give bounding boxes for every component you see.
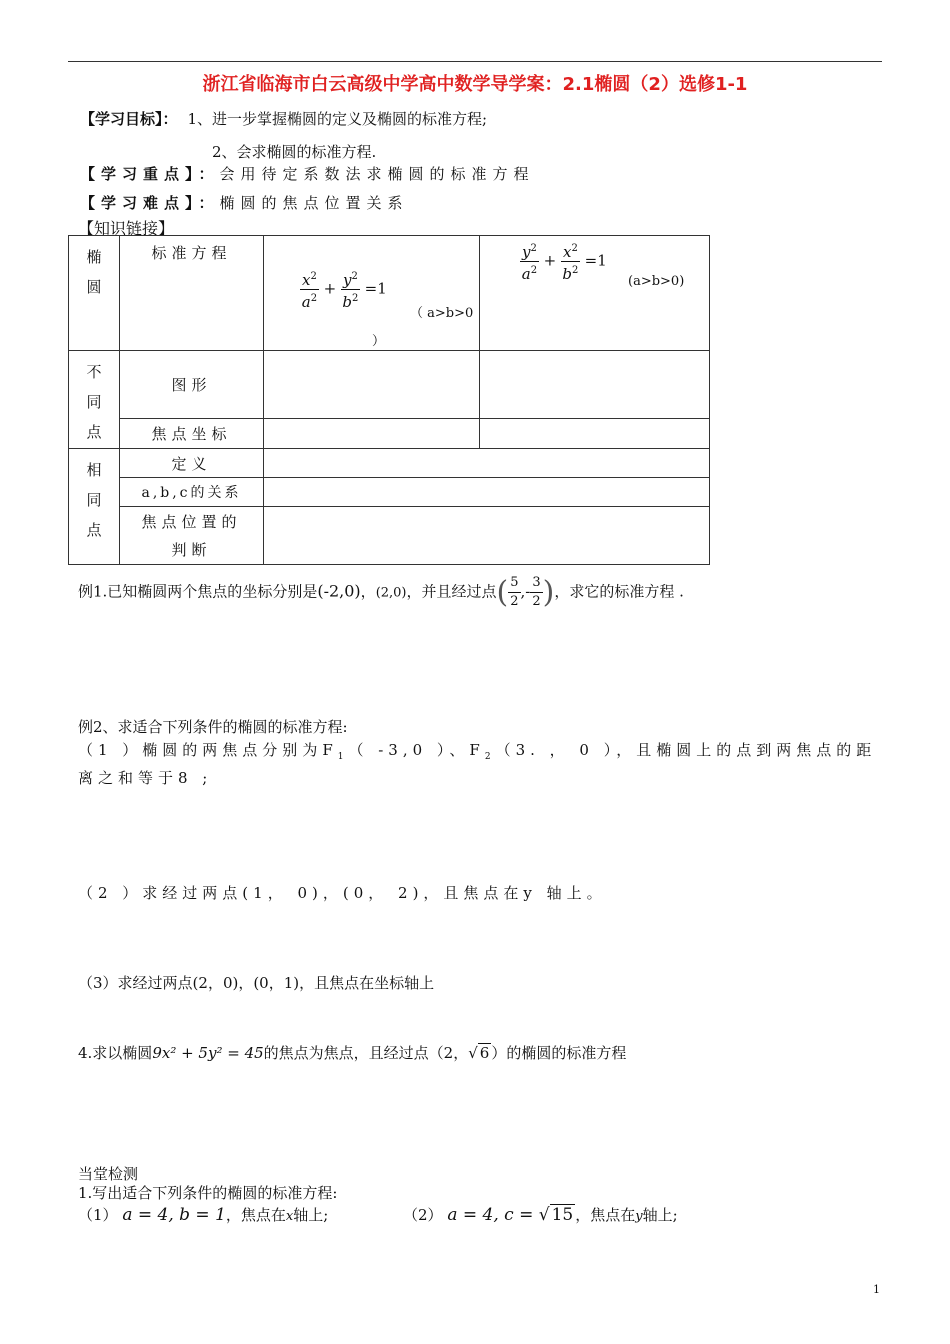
table-focus-cell-2 <box>480 419 710 449</box>
table-diff-label <box>69 351 120 449</box>
table-focus-cell-1 <box>264 419 480 449</box>
example-2-q1-line2: 离之和等于8 ; <box>78 769 213 787</box>
check-b-equation: a = 4, c = <box>447 1205 539 1225</box>
ex1-frac-1: $\frac{5}{2}$ <box>510 575 519 609</box>
table-eq2-cell <box>480 236 710 351</box>
example-4 <box>78 1042 626 1063</box>
table-def-label: 定义 <box>120 449 264 478</box>
table-same-label <box>69 449 120 565</box>
example-2-q3: （3）求经过两点(2，0)，(0，1)，且焦点在坐标轴上 <box>78 974 435 992</box>
table-abc-cell <box>264 478 710 507</box>
ex4-equation: 9x² + 5y² = 45 <box>152 1044 264 1062</box>
table-judge-label-line2: 判断 <box>171 540 212 559</box>
eq2-condition: (a>b>0) <box>628 274 685 289</box>
key-point-block <box>80 163 535 184</box>
goal-item-1: 1、进一步掌握椭圆的定义及椭圆的标准方程; <box>187 110 488 128</box>
eq2-rhs: =1 <box>584 251 607 270</box>
goal-item-2: 2、会求椭圆的标准方程. <box>212 143 377 161</box>
knowledge-table <box>68 235 710 565</box>
ex4-mid: 的焦点为焦点，且经过点（2， <box>263 1044 469 1062</box>
ex1-point-2: (2,0) <box>375 585 407 601</box>
table-judge-label-line1: 焦点位置的 <box>141 512 242 531</box>
difficulty-label: 【学习难点】： <box>80 194 220 212</box>
check-heading: 当堂检测 <box>78 1165 139 1183</box>
goals-block <box>80 108 487 129</box>
table-shape-label: 图形 <box>120 351 264 419</box>
key-point-text: 会用待定系数法求椭圆的标准方程 <box>219 165 535 183</box>
example-2-q2: （2 ）求经过两点(1， 0)，(0， 2)，且焦点在y 轴上。 <box>78 884 607 902</box>
eq1-condition: （ a>b>0 <box>410 306 474 321</box>
header-rule <box>68 61 882 62</box>
ex4-post: ）的椭圆的标准方程 <box>491 1044 627 1062</box>
ex1-comma: ,- <box>520 582 531 601</box>
ex1-pre: 例1.已知椭圆两个焦点的坐标分别是 <box>78 582 318 601</box>
table-shape-cell-2 <box>480 351 710 419</box>
check-q1-a: （1） a = 4, b = 1，焦点在x轴上; <box>78 1205 329 1225</box>
table-std-eq-header: 标准方程 <box>120 236 264 351</box>
check-q1-b: （2） a = 4, c = √ 15 ，焦点在y轴上; <box>403 1205 678 1225</box>
check-q1: 1.写出适合下列条件的椭圆的标准方程: <box>78 1184 338 1202</box>
knowledge-link-heading: 【知识链接】 <box>78 219 175 238</box>
table-judge-label <box>120 507 264 565</box>
table-same-label-text: 相同点 <box>86 461 102 539</box>
table-diff-label-text: 不同点 <box>86 363 102 441</box>
page-number: 1 <box>873 1283 880 1296</box>
ex1-point-1: (-2,0) <box>317 581 361 601</box>
ex1-post: ，求它的标准方程 . <box>554 582 684 601</box>
table-judge-cell <box>264 507 710 565</box>
check-b-axis: y <box>635 1209 643 1224</box>
check-a-equation: a = 4, b = 1 <box>122 1205 226 1225</box>
table-eq1-cell <box>264 236 480 351</box>
eq1-rhs: =1 <box>364 279 387 298</box>
eq1-formula: $\frac{x^2}{a^2}$ + $\frac{y^2}{b^2}$ =1 <box>300 268 387 311</box>
goals-label: 【学习目标】： <box>80 110 178 128</box>
example-2-heading: 例2、求适合下列条件的椭圆的标准方程: <box>78 718 348 736</box>
ex1-sep: ， <box>360 582 376 601</box>
difficulty-block <box>80 192 409 213</box>
table-def-cell <box>264 449 710 478</box>
table-ellipse-header-text: 椭圆 <box>86 248 102 296</box>
difficulty-text: 椭圆的焦点位置关系 <box>219 194 409 212</box>
table-focus-label: 焦点坐标 <box>120 419 264 449</box>
key-point-label: 【学习重点】： <box>80 165 220 183</box>
ex4-sqrt: √ 6 <box>468 1044 490 1062</box>
ex4-pre: 4.求以椭圆 <box>78 1044 153 1062</box>
check-a-axis: x <box>285 1209 294 1224</box>
document-title: 浙江省临海市白云高级中学高中数学导学案：2.1椭圆（2）选修1-1 <box>202 74 748 95</box>
eq2-formula: $\frac{y^2}{a^2}$ + $\frac{x^2}{b^2}$ =1 <box>520 240 607 283</box>
table-ellipse-header <box>69 236 120 351</box>
eq1-condition-close: ） <box>372 334 386 349</box>
example-1: 例1.已知椭圆两个焦点的坐标分别是(-2,0)，(2,0)，并且经过点( $\frac{5}{2}$ ,- $\frac{3}{2}$ )，求它的标准方程 . <box>78 575 684 610</box>
ex1-mid: ，并且经过点 <box>406 582 497 601</box>
table-shape-cell-1 <box>264 351 480 419</box>
table-abc-label: a,b,c的关系 <box>120 478 264 507</box>
example-2-q1-line1: （1 ）椭圆的两焦点分别为$F_1$（ -3,0 ）、$F_2(3$. ， 0 ），且椭圆上的点到两焦点的距 <box>78 741 877 762</box>
ex1-frac-2: $\frac{3}{2}$ <box>532 575 541 609</box>
check-b-root: 15 <box>551 1205 574 1225</box>
